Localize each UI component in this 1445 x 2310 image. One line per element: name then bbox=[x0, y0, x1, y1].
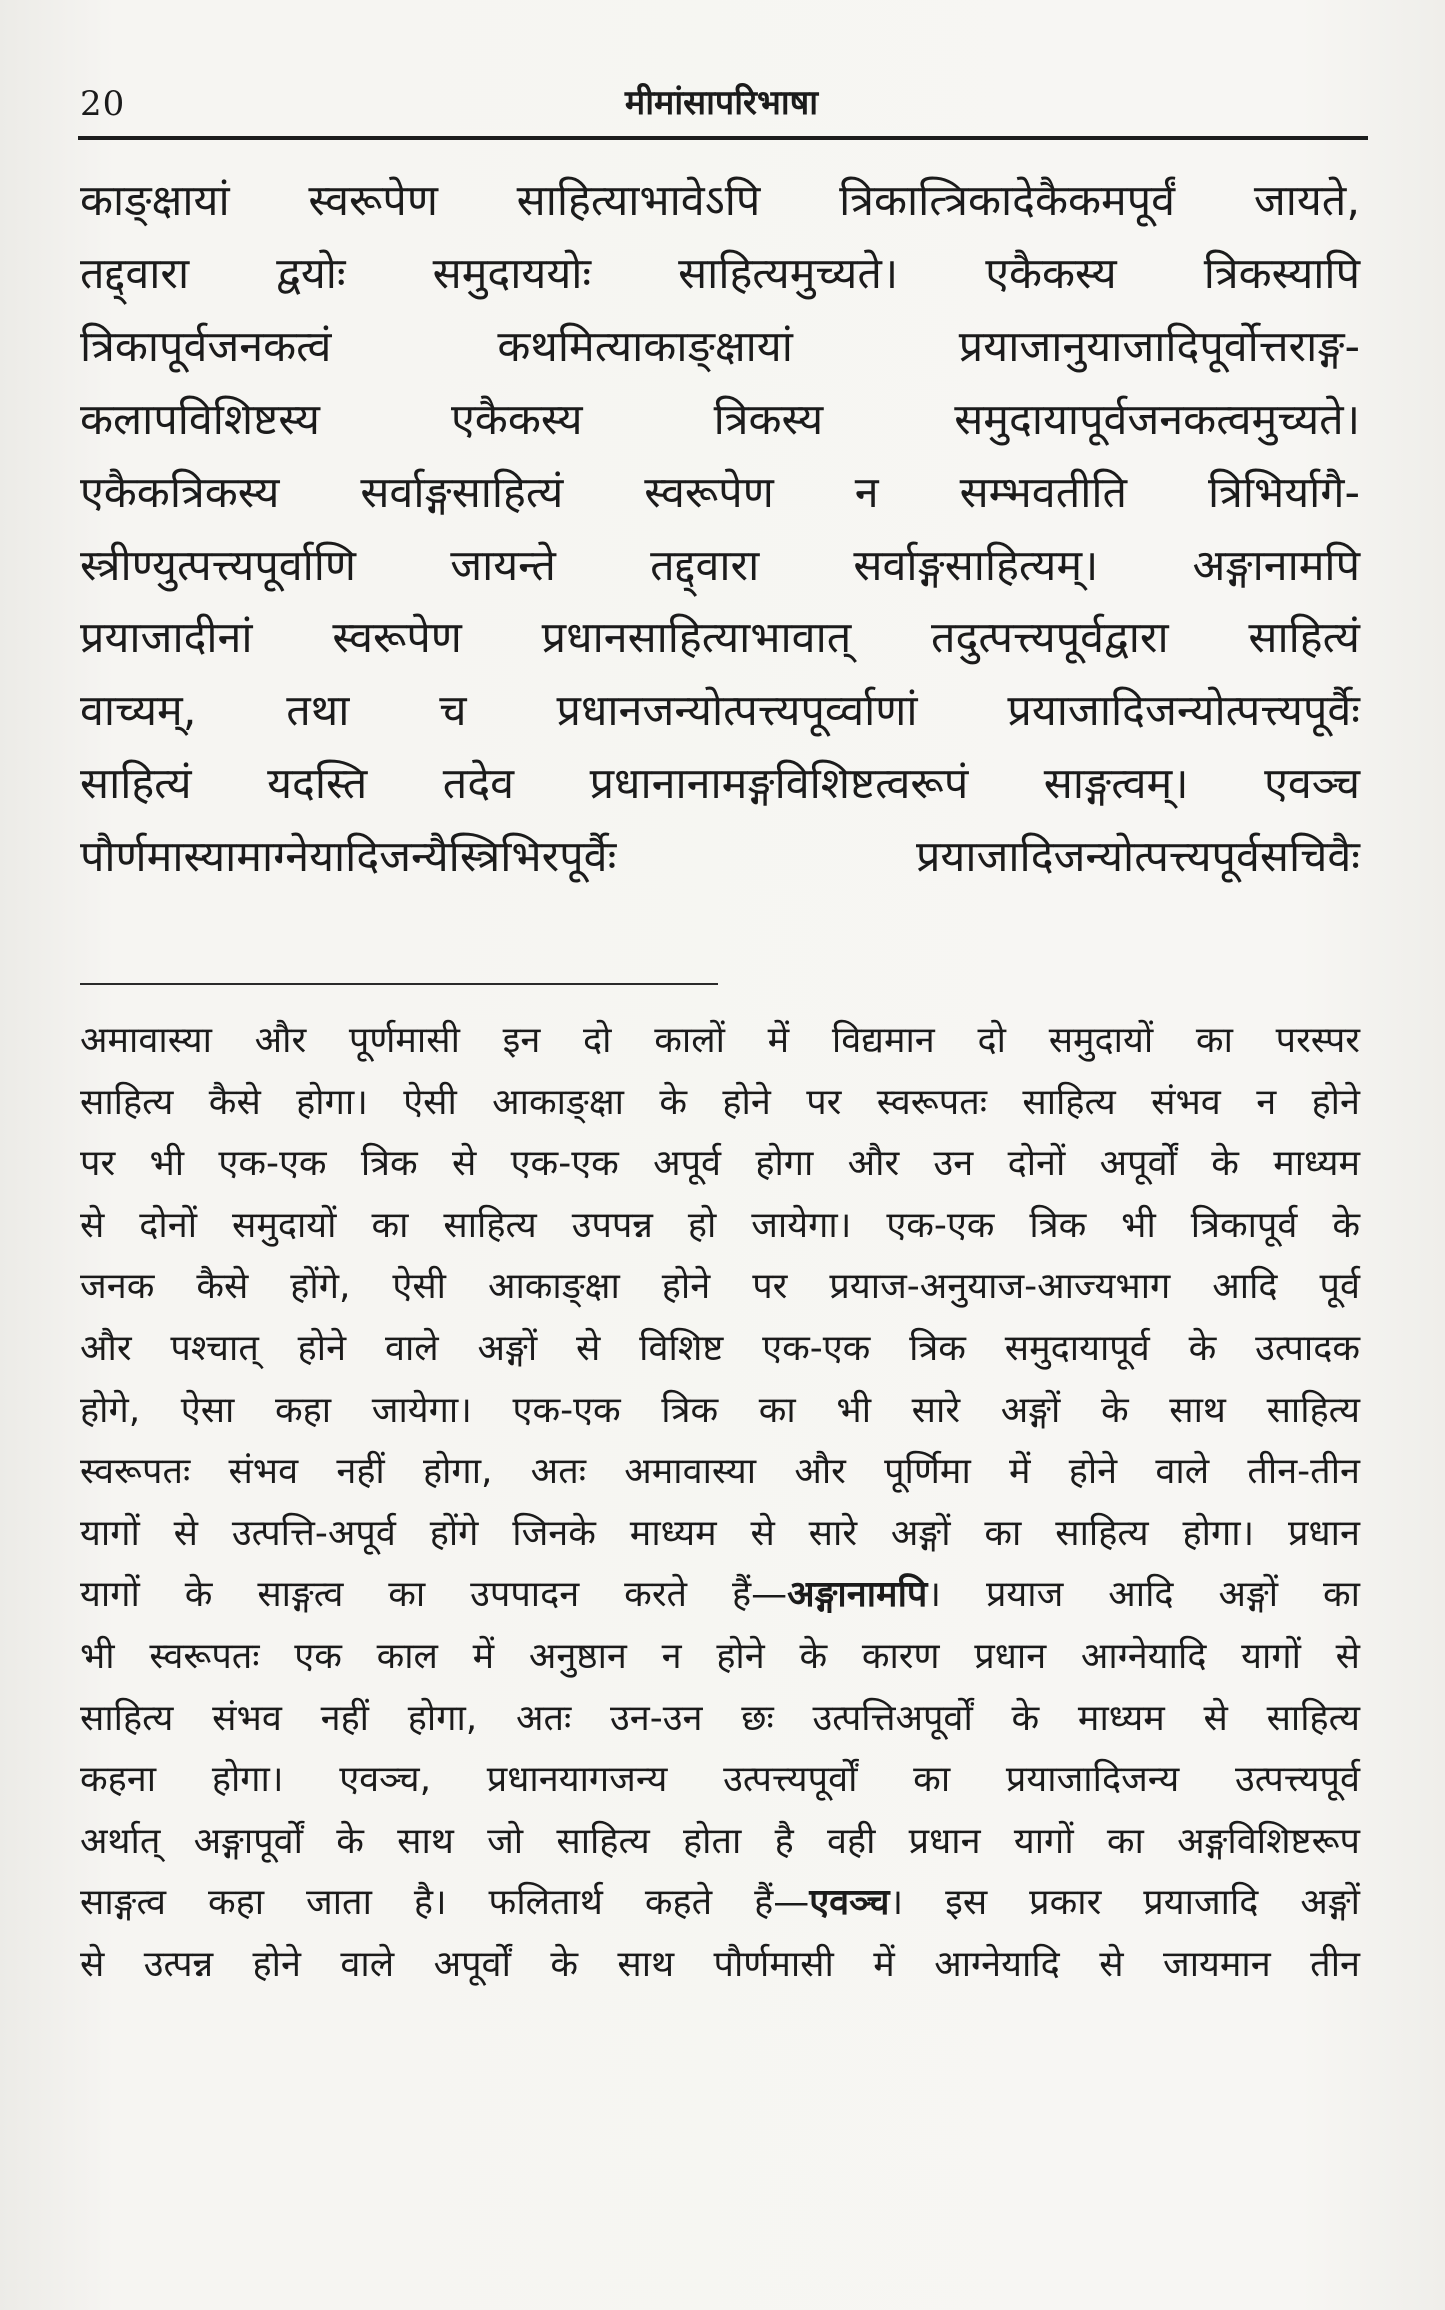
sanskrit-line: तद्द्वारा द्वयोः समुदाययोः साहित्यमुच्यते। एकैकस्य त्रिकस्यापि bbox=[80, 248, 1360, 299]
sanskrit-line: पौर्णमास्यामाग्नेयादिजन्यैस्त्रिभिरपूर्वैः प्रयाजादिजन्योत्पत्त्यपूर्वसचिवैः bbox=[80, 832, 1360, 883]
hindi-text: पर भी एक-एक त्रिक से एक-एक अपूर्व होगा और उन दोनों अपूर्वों के माध्यम bbox=[80, 1143, 1360, 1185]
hindi-text: अमावास्या और पूर्णमासी इन दो कालों में विद्यमान दो समुदायों का परस्पर bbox=[80, 1020, 1360, 1061]
page-number: 20 bbox=[80, 84, 126, 124]
sanskrit-text-block bbox=[80, 165, 1360, 894]
hindi-text: साहित्य संभव नहीं होगा, अतः उन-उन छः उत्पत्तिअपूर्वों के माध्यम से साहित्य bbox=[80, 1697, 1360, 1739]
header-rule bbox=[78, 136, 1368, 140]
hindi-line bbox=[80, 1688, 1360, 1750]
hindi-line bbox=[80, 1934, 1360, 1996]
hindi-text: से उत्पन्न होने वाले अपूर्वों के साथ पौर्णमासी में आग्नेयादि से जायमान तीन bbox=[80, 1943, 1360, 1985]
hindi-commentary-block bbox=[80, 1010, 1360, 1996]
hindi-text: साहित्य कैसे होगा। ऐसी आकाङ्क्षा के होने पर स्वरूपतः साहित्य संभव न होने bbox=[80, 1081, 1360, 1123]
hindi-text: अर्थात् अङ्गापूर्वों के साथ जो साहित्य होता है वही प्रधान यागों का अङ्गविशिष्टरूप bbox=[80, 1820, 1360, 1862]
hindi-text: और पश्चात् होने वाले अङ्गों से विशिष्ट एक-एक त्रिक समुदायापूर्व के उत्पादक bbox=[80, 1327, 1360, 1369]
hindi-text: जनक कैसे होंगे, ऐसी आकाङ्क्षा होने पर प्रयाज-अनुयाज-आज्यभाग आदि पूर्व bbox=[80, 1266, 1360, 1308]
hindi-line bbox=[80, 1380, 1360, 1442]
sanskrit-line: काङ्क्षायां स्वरूपेण साहित्याभावेऽपि त्रिकात्त्रिकादेकैकमपूर्वं जायते, bbox=[80, 176, 1360, 226]
hindi-line bbox=[80, 1441, 1360, 1503]
hindi-line bbox=[80, 1010, 1360, 1072]
hindi-text: से दोनों समुदायों का साहित्य उपपन्न हो जायेगा। एक-एक त्रिक भी त्रिकापूर्व के bbox=[80, 1204, 1360, 1246]
bold-keyword: एवञ्च bbox=[809, 1882, 890, 1924]
bold-keyword: अङ्गानामपि bbox=[787, 1574, 928, 1616]
running-title: मीमांसापरिभाषा bbox=[624, 83, 819, 123]
hindi-text: यागों से उत्पत्ति-अपूर्व होंगे जिनके माध्यम से सारे अङ्गों का साहित्य होगा। प्रधान bbox=[80, 1512, 1360, 1554]
sanskrit-line: साहित्यं यदस्ति तदेव प्रधानानामङ्गविशिष्टत्वरूपं साङ्गत्वम्। एवञ्च bbox=[80, 759, 1360, 810]
hindi-line bbox=[80, 1811, 1360, 1873]
hindi-line bbox=[80, 1564, 1360, 1626]
hindi-line bbox=[80, 1072, 1360, 1134]
hindi-text: भी स्वरूपतः एक काल में अनुष्ठान न होने के कारण प्रधान आग्नेयादि यागों से bbox=[80, 1635, 1360, 1677]
section-divider bbox=[80, 983, 718, 985]
hindi-text: कहना होगा। एवञ्च, प्रधानयागजन्य उत्पत्त्यपूर्वों का प्रयाजादिजन्य उत्पत्त्यपूर्व bbox=[80, 1759, 1360, 1801]
running-header bbox=[78, 78, 1365, 140]
hindi-text: साङ्गत्व कहा जाता है। फलितार्थ कहते हैं— bbox=[80, 1882, 810, 1924]
sanskrit-line: प्रयाजादीनां स्वरूपेण प्रधानसाहित्याभावात् तदुत्पत्त्यपूर्वद्वारा साहित्यं bbox=[80, 613, 1360, 664]
hindi-text: होगे, ऐसा कहा जायेगा। एक-एक त्रिक का भी सारे अङ्गों के साथ साहित्य bbox=[80, 1389, 1360, 1431]
sanskrit-line: कलापविशिष्टस्य एकैकस्य त्रिकस्य समुदायापूर्वजनकत्वमुच्यते। bbox=[80, 394, 1360, 445]
hindi-text: यागों के साङ्गत्व का उपपादन करते हैं— bbox=[80, 1574, 788, 1616]
hindi-text: । प्रयाज आदि अङ्गों का bbox=[927, 1574, 1360, 1616]
sanskrit-line: स्त्रीण्युत्पत्त्यपूर्वाणि जायन्ते तद्द्वारा सर्वाङ्गसाहित्यम्। अङ्गानामपि bbox=[80, 540, 1360, 591]
hindi-line bbox=[80, 1256, 1360, 1318]
sanskrit-line: त्रिकापूर्वजनकत्वं कथमित्याकाङ्क्षायां प्रयाजानुयाजादिपूर्वोत्तराङ्ग- bbox=[80, 321, 1360, 372]
hindi-line bbox=[80, 1195, 1360, 1257]
hindi-line bbox=[80, 1318, 1360, 1380]
hindi-line bbox=[80, 1872, 1360, 1934]
sanskrit-line: वाच्यम्, तथा च प्रधानजन्योत्पत्त्यपूर्व्वाणां प्रयाजादिजन्योत्पत्त्यपूर्वैः bbox=[80, 686, 1360, 737]
sanskrit-line: एकैकत्रिकस्य सर्वाङ्गसाहित्यं स्वरूपेण न सम्भवतीति त्रिभिर्यागै- bbox=[80, 467, 1360, 518]
hindi-line bbox=[80, 1749, 1360, 1811]
hindi-line bbox=[80, 1626, 1360, 1688]
hindi-line bbox=[80, 1133, 1360, 1195]
hindi-text: स्वरूपतः संभव नहीं होगा, अतः अमावास्या और पूर्णिमा में होने वाले तीन-तीन bbox=[80, 1451, 1360, 1493]
hindi-text: । इस प्रकार प्रयाजादि अङ्गों bbox=[889, 1882, 1360, 1924]
hindi-line bbox=[80, 1503, 1360, 1565]
